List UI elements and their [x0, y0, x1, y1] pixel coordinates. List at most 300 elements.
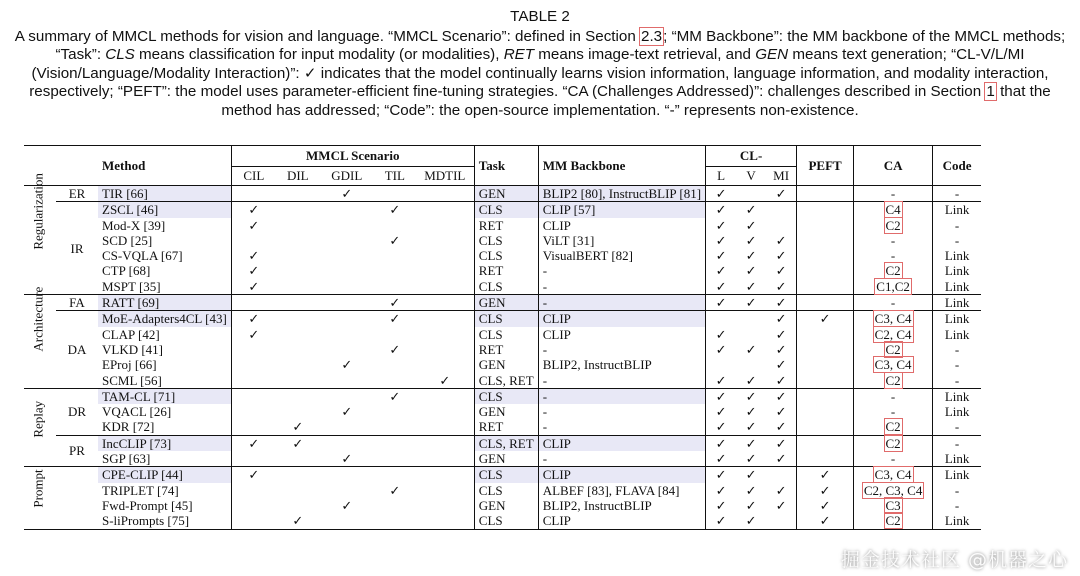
ca-cell: [854, 295, 933, 311]
scenario-check-cil: [231, 186, 276, 202]
code-link[interactable]: Link: [933, 263, 982, 278]
cl-check-l: ✓: [706, 483, 737, 498]
scenario-check-cil: [231, 483, 276, 498]
header-cl: CL-: [706, 146, 797, 167]
scenario-check-gdil: [320, 342, 374, 357]
task-cell: GEN: [474, 357, 538, 372]
cl-check-mi: ✓: [775, 497, 787, 513]
cl-check-mi: [766, 202, 797, 218]
scenario-check-mdtil: [416, 388, 475, 404]
peft-check: [797, 419, 854, 435]
task-cell: CLS: [474, 233, 538, 248]
code-link[interactable]: Link: [933, 327, 982, 342]
task-cell: CLS: [474, 327, 538, 342]
backbone-cell: -: [538, 451, 705, 467]
peft-check: [797, 373, 854, 389]
backbone-cell: CLIP: [538, 218, 705, 233]
task-cell: CLS: [474, 202, 538, 218]
scenario-check-cil: [231, 498, 276, 513]
mmcl-summary-table: [24, 145, 981, 529]
peft-check: [797, 248, 854, 263]
cl-check-mi: ✓: [766, 311, 797, 327]
scenario-check-mdtil: [416, 248, 475, 263]
challenge-ref-link[interactable]: C2: [885, 419, 901, 435]
header-code: Code: [933, 146, 982, 186]
challenge-ref-link[interactable]: C2, C3, C4: [863, 482, 923, 498]
method-name: SCD [25]: [102, 232, 153, 248]
header-mmcl-scenario: MMCL Scenario: [231, 146, 474, 167]
scenario-check-mdtil: [416, 279, 475, 295]
cl-check-mi: ✓: [775, 232, 787, 248]
scenario-check-til: ✓: [374, 295, 416, 311]
table-row: [24, 513, 981, 529]
cl-check-l: ✓: [706, 263, 737, 278]
cl-check-mi: ✓: [775, 372, 787, 388]
challenge-ref-link[interactable]: C3, C4: [874, 311, 912, 327]
scenario-check-til: ✓: [374, 202, 416, 218]
scenario-check-til: [374, 373, 416, 389]
scenario-check-mdtil: [416, 467, 475, 483]
cl-check-v: ✓: [736, 388, 766, 404]
scenario-check-cil: ✓: [231, 248, 276, 263]
cl-check-v: ✓: [736, 295, 766, 311]
table-row: [24, 233, 981, 248]
cl-check-mi: ✓: [766, 295, 797, 311]
scenario-check-cil: [231, 295, 276, 311]
caption-text: A summary of MMCL methods for vision and language. “MMCL Scenario”: defined in Section 2.3; “MM Backbone”: the MM backbone of the MMCL methods; “Task”: CLS means classification for input modality (or modalities), RET means image-text retrieval, and GEN means text generation; “CL-V/L/MI (Vision/Language/Modality Interaction)”: ✓ indicates that the model continually learns vision information, language information, and modality interaction, respectively; “PEFT”: the model uses parameter-efficient fine-tuning strategies. “CA (Challenges Addressed)”: challenges described in Section 1 that the method has addressed; “Code”: the open-source implementation. “-” represents non-existence.: [14, 27, 1066, 119]
code-cell: -: [933, 373, 982, 389]
cl-check-l: ✓: [706, 435, 737, 451]
cl-check-mi: ✓: [766, 388, 797, 404]
header-l: L: [706, 167, 737, 186]
cl-check-mi: ✓: [775, 326, 787, 342]
scenario-check-gdil: [320, 233, 374, 248]
peft-check: [797, 279, 854, 295]
challenge-ref-link[interactable]: C3, C4: [874, 357, 912, 373]
table-row: [24, 388, 981, 404]
task-cell: CLS, RET: [474, 373, 538, 389]
header-ca: CA: [854, 146, 933, 186]
task-cell: RET: [474, 218, 538, 233]
cl-check-v: ✓: [736, 435, 766, 451]
scenario-check-cil: [231, 419, 276, 435]
scenario-check-til: ✓: [389, 482, 401, 498]
cl-check-v: [736, 357, 766, 372]
cl-check-v: ✓: [745, 482, 757, 498]
header-mm-backbone: MM Backbone: [538, 146, 705, 186]
scenario-check-til: ✓: [389, 232, 401, 248]
backbone-cell: -: [538, 295, 705, 311]
subcategory-label: DR: [56, 388, 98, 435]
scenario-check-til: [374, 279, 416, 295]
challenge-ref-link[interactable]: C2: [885, 263, 901, 279]
scenario-check-mdtil: [416, 263, 475, 278]
cl-check-l: ✓: [706, 248, 737, 263]
section-ref-link[interactable]: 1: [986, 83, 995, 101]
code-link[interactable]: Link: [933, 388, 982, 404]
backbone-cell: -: [538, 419, 705, 435]
scenario-check-cil: [231, 388, 276, 404]
scenario-check-dil: [276, 467, 320, 483]
challenge-ref-link[interactable]: C3: [885, 497, 901, 513]
peft-check: ✓: [797, 467, 854, 483]
method-name: Fwd-Prompt [45]: [102, 497, 193, 513]
task-cell: GEN: [474, 498, 538, 513]
cl-check-l: [706, 357, 737, 372]
table-row: [24, 186, 981, 202]
ca-cell: [854, 263, 933, 278]
ca-cell: [854, 467, 933, 483]
subcategory-label: [56, 467, 98, 529]
subcategory-label: FA: [56, 295, 98, 311]
ca-value: -: [890, 295, 896, 311]
cl-check-v: ✓: [745, 278, 757, 294]
scenario-check-dil: [276, 233, 320, 248]
backbone-cell: BLIP2 [80], InstructBLIP [81]: [538, 186, 705, 202]
scenario-check-dil: [276, 295, 320, 311]
cl-check-l: ✓: [706, 513, 737, 529]
method-name: ZSCL [46]: [98, 202, 231, 218]
code-cell: -: [933, 498, 982, 513]
scenario-check-til: [374, 498, 416, 513]
header-cil: CIL: [231, 167, 276, 186]
table-row: [24, 435, 981, 451]
scenario-check-cil: ✓: [231, 327, 276, 342]
scenario-check-gdil: ✓: [341, 357, 353, 373]
backbone-cell: CLIP: [538, 435, 705, 451]
task-cell: CLS: [474, 279, 538, 295]
backbone-cell: CLIP: [538, 311, 705, 327]
scenario-check-dil: [276, 186, 320, 202]
scenario-check-dil: [276, 202, 320, 218]
ca-value: -: [890, 186, 896, 201]
cl-check-l: ✓: [706, 295, 737, 311]
code-link[interactable]: Link: [933, 404, 982, 419]
scenario-check-gdil: ✓: [341, 497, 353, 513]
scenario-check-dil: [276, 263, 320, 278]
scenario-check-cil: [231, 373, 276, 389]
category-label: Prompt: [24, 467, 56, 529]
method-name: CTP [68]: [102, 263, 151, 279]
cl-check-v: ✓: [745, 513, 757, 529]
task-cell: RET: [474, 263, 538, 278]
header-v: V: [746, 168, 756, 183]
code-link[interactable]: Link: [933, 513, 982, 529]
cl-check-l: ✓: [706, 498, 737, 513]
category-label: Regularization: [24, 186, 56, 295]
ca-cell: [854, 498, 933, 513]
cl-check-mi: ✓: [775, 248, 787, 264]
code-link[interactable]: Link: [933, 202, 982, 218]
challenge-ref-link[interactable]: C2: [885, 513, 901, 529]
backbone-cell: -: [538, 388, 705, 404]
cl-check-l: ✓: [706, 388, 737, 404]
scenario-check-dil: [276, 357, 320, 372]
peft-check: [797, 388, 854, 404]
code-cell: -: [933, 342, 982, 357]
method-name: CLAP [42]: [102, 326, 160, 342]
cl-check-l: [706, 311, 737, 327]
cl-check-l: ✓: [706, 467, 737, 483]
ca-cell: [854, 483, 933, 498]
header-blank: [24, 146, 98, 167]
method-name: CS-VQLA [67]: [102, 248, 183, 264]
scenario-check-til: [374, 218, 416, 233]
ca-cell: [854, 279, 933, 295]
ca-value: -: [890, 232, 896, 248]
method-name: CPE-CLIP [44]: [98, 467, 231, 483]
scenario-check-gdil: [320, 311, 374, 327]
scenario-check-til: [374, 419, 416, 435]
scenario-check-til: [374, 263, 416, 278]
challenge-ref-link[interactable]: C2, C4: [874, 326, 912, 342]
header-til: TIL: [384, 168, 405, 183]
cl-check-v: ✓: [745, 217, 757, 233]
ca-cell: [854, 373, 933, 389]
table-row: [24, 342, 981, 357]
header-method: Method: [102, 157, 146, 173]
cl-check-l: ✓: [706, 186, 737, 202]
scenario-check-mdtil: [416, 233, 475, 248]
scenario-check-gdil: ✓: [341, 451, 353, 467]
table-row: [24, 279, 981, 295]
scenario-check-cil: [231, 404, 276, 419]
scenario-check-mdtil: [416, 311, 475, 327]
ca-value: -: [890, 404, 896, 420]
scenario-check-mdtil: [416, 218, 475, 233]
task-cell: GEN: [474, 451, 538, 467]
scenario-check-cil: ✓: [231, 263, 276, 278]
header-gdil: GDIL: [331, 168, 363, 183]
challenge-ref-link[interactable]: C1,C2: [876, 278, 910, 294]
cl-check-v: ✓: [745, 451, 757, 467]
subcategory-label: IR: [56, 202, 98, 295]
peft-check: [797, 327, 854, 342]
task-cell: CLS: [474, 311, 538, 327]
code-link[interactable]: Link: [933, 248, 982, 263]
scenario-check-cil: ✓: [231, 435, 276, 451]
ca-cell: [854, 388, 933, 404]
scenario-check-gdil: ✓: [341, 404, 353, 420]
scenario-check-til: [374, 248, 416, 263]
scenario-check-mdtil: [416, 404, 475, 419]
cl-check-mi: ✓: [775, 482, 787, 498]
scenario-check-dil: ✓: [292, 419, 304, 435]
ca-cell: [854, 404, 933, 419]
scenario-check-til: [374, 467, 416, 483]
backbone-cell: CLIP: [538, 327, 705, 342]
ca-cell: [854, 342, 933, 357]
scenario-check-til: [374, 327, 416, 342]
cl-check-mi: [766, 513, 797, 529]
table-row: [24, 467, 981, 483]
cl-check-l: ✓: [706, 419, 737, 435]
scenario-check-dil: [276, 342, 320, 357]
code-cell: -: [933, 186, 982, 202]
scenario-check-gdil: [320, 419, 374, 435]
cl-check-l: ✓: [706, 373, 737, 389]
scenario-check-dil: [276, 218, 320, 233]
peft-check: ✓: [797, 498, 854, 513]
peft-check: ✓: [797, 513, 854, 529]
scenario-check-til: [374, 357, 416, 372]
ca-value: -: [890, 388, 896, 404]
header-mdtil: MDTIL: [424, 168, 466, 183]
ca-cell: [854, 248, 933, 263]
scenario-check-mdtil: [416, 498, 475, 513]
scenario-check-gdil: [320, 388, 374, 404]
method-name: TAM-CL [71]: [98, 388, 231, 404]
scenario-check-mdtil: [416, 419, 475, 435]
scenario-check-gdil: [320, 202, 374, 218]
table-row: [24, 311, 981, 327]
table-number: TABLE 2: [510, 8, 570, 25]
scenario-check-cil: ✓: [231, 467, 276, 483]
method-name: VLKD [41]: [102, 341, 164, 357]
cl-check-l: ✓: [706, 279, 737, 295]
ca-value: -: [890, 451, 896, 467]
challenge-ref-link[interactable]: C2: [885, 372, 901, 388]
ca-cell: [854, 233, 933, 248]
backbone-cell: ViLT [31]: [538, 233, 705, 248]
code-link[interactable]: Link: [933, 295, 982, 311]
scenario-check-gdil: [320, 218, 374, 233]
cl-check-l: ✓: [706, 342, 737, 357]
code-link[interactable]: Link: [933, 451, 982, 467]
scenario-check-mdtil: [416, 327, 475, 342]
ca-cell: [854, 451, 933, 467]
scenario-check-mdtil: [416, 295, 475, 311]
scenario-check-gdil: [320, 263, 374, 278]
scenario-check-gdil: [320, 327, 374, 342]
scenario-check-cil: ✓: [231, 279, 276, 295]
method-name: RATT [69]: [98, 295, 231, 311]
cl-check-v: ✓: [736, 467, 766, 483]
scenario-check-gdil: [320, 435, 374, 451]
challenge-ref-link[interactable]: C2: [885, 435, 901, 451]
code-link[interactable]: Link: [933, 279, 982, 295]
peft-check: [797, 202, 854, 218]
task-cell: RET: [474, 419, 538, 435]
scenario-check-mdtil: [416, 435, 475, 451]
peft-check: [797, 435, 854, 451]
table-row: [24, 327, 981, 342]
scenario-check-mdtil: [416, 342, 475, 357]
table-row: [24, 263, 981, 278]
code-cell: -: [933, 233, 982, 248]
cl-check-v: ✓: [745, 341, 757, 357]
cl-check-l: ✓: [706, 233, 737, 248]
cl-check-mi: ✓: [775, 278, 787, 294]
task-cell: RET: [474, 342, 538, 357]
task-cell: CLS: [474, 513, 538, 529]
cl-check-mi: [766, 218, 797, 233]
scenario-check-cil: [231, 451, 276, 467]
scenario-check-til: [374, 513, 416, 529]
cl-check-mi: ✓: [775, 341, 787, 357]
cl-check-l: ✓: [706, 451, 737, 467]
peft-check: [797, 233, 854, 248]
code-cell: -: [933, 357, 982, 372]
scenario-check-cil: [231, 513, 276, 529]
scenario-check-dil: [276, 311, 320, 327]
backbone-cell: BLIP2, InstructBLIP: [538, 498, 705, 513]
challenge-ref-link[interactable]: C2: [885, 217, 901, 233]
scenario-check-cil: ✓: [231, 202, 276, 218]
backbone-cell: -: [538, 342, 705, 357]
scenario-check-gdil: [320, 373, 374, 389]
scenario-check-gdil: [320, 513, 374, 529]
code-link[interactable]: Link: [933, 311, 982, 327]
table-caption: [8, 8, 1072, 121]
scenario-check-mdtil: ✓: [439, 372, 451, 388]
cl-check-l: ✓: [706, 218, 737, 233]
table-row: [24, 451, 981, 467]
method-name: EProj [66]: [102, 357, 157, 373]
ca-cell: [854, 218, 933, 233]
ca-cell: [854, 311, 933, 327]
section-ref-link[interactable]: 2.3: [641, 27, 663, 45]
challenge-ref-link[interactable]: C2: [885, 341, 901, 357]
category-label: Replay: [24, 388, 56, 466]
peft-check: ✓: [797, 311, 854, 327]
scenario-check-dil: [276, 327, 320, 342]
cl-check-mi: ✓: [775, 451, 787, 467]
scenario-check-cil: ✓: [231, 218, 276, 233]
challenge-ref-link[interactable]: C3, C4: [874, 467, 912, 483]
peft-check: [797, 404, 854, 419]
peft-check: [797, 218, 854, 233]
peft-check: [797, 295, 854, 311]
scenario-check-gdil: [320, 295, 374, 311]
cl-check-v: ✓: [745, 497, 757, 513]
method-name: SCML [56]: [102, 372, 162, 388]
cl-check-v: ✓: [745, 419, 757, 435]
method-name: SGP [63]: [102, 451, 151, 467]
peft-check: ✓: [797, 483, 854, 498]
cl-check-mi: ✓: [766, 435, 797, 451]
cl-check-l: ✓: [706, 327, 737, 342]
cl-check-mi: [766, 467, 797, 483]
cl-check-v: [736, 186, 766, 202]
table-row: [24, 404, 981, 419]
header-dil: DIL: [286, 168, 309, 183]
scenario-check-gdil: [320, 467, 374, 483]
challenge-ref-link[interactable]: C4: [885, 202, 901, 218]
code-cell: -: [933, 435, 982, 451]
backbone-cell: -: [538, 404, 705, 419]
task-cell: CLS: [474, 467, 538, 483]
scenario-check-dil: [276, 451, 320, 467]
backbone-cell: BLIP2, InstructBLIP: [538, 357, 705, 372]
peft-check: [797, 451, 854, 467]
scenario-check-til: [374, 404, 416, 419]
table-row: [24, 483, 981, 498]
subcategory-label: DA: [56, 311, 98, 388]
method-name: TRIPLET [74]: [102, 482, 179, 498]
ca-cell: [854, 419, 933, 435]
backbone-cell: -: [538, 279, 705, 295]
cl-check-v: ✓: [745, 248, 757, 264]
cl-check-v: [736, 311, 766, 327]
code-link[interactable]: Link: [933, 467, 982, 483]
backbone-cell: -: [538, 373, 705, 389]
table-row: [24, 218, 981, 233]
ca-cell: [854, 186, 933, 202]
code-cell: -: [933, 419, 982, 435]
cl-check-mi: ✓: [775, 263, 787, 279]
ca-cell: [854, 357, 933, 372]
